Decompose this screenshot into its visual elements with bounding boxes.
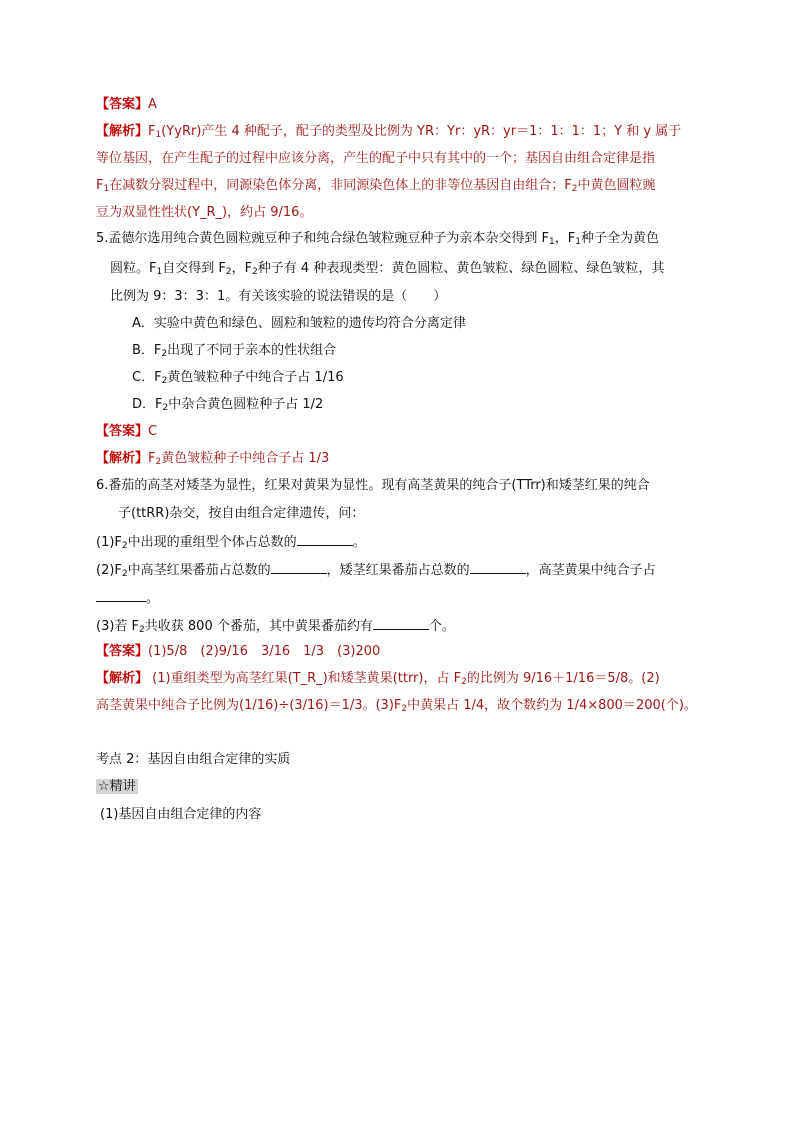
answer-blank[interactable] (271, 560, 327, 574)
question-6-part-3: (3)若 $F_2$共收获 800 个番茄，其中黄果番茄约有 个。 (96, 616, 455, 636)
analysis-4-line-2: 等位基因，在产生配子的过程中应该分离，产生的配子中只有其中的一个；基因自由组合定律是指 (96, 151, 656, 166)
analysis-tag: 【解析】 (96, 124, 149, 139)
question-5-line-1: 5.孟德尔选用纯合黄色圆粒豌豆种子和纯合绿色皱粒豌豆种子为亲本杂交得到 $F_1$，$F_1$种子全为黄色 (96, 231, 659, 247)
analysis-5: 【解析】$F_2$黄色皱粒种子中纯合子占 1/3 (96, 451, 330, 467)
question-5-line-3: 比例为 9：3：3：1。有关该实验的说法错误的是（ ） (110, 289, 447, 304)
question-6-part-1: $(1)F_2$中出现的重组型个体占总数的 。 (96, 532, 366, 552)
section-item-1: (1)基因自由组合定律的内容 (100, 807, 262, 822)
section-badge-label: ☆精讲 (98, 779, 136, 794)
question-5-line-2: 圆粒。$F_1$自交得到 $F_2$，$F_2$种子有 4 种表现类型：黄色圆粒、黄色皱粒、绿色圆粒、绿色皱粒，其 (110, 261, 665, 277)
section-title: 考点 2：基因自由组合定律的实质 (96, 752, 291, 767)
option-a: A．实验中黄色和绿色、圆粒和皱粒的遗传均符合分离定律 (132, 316, 466, 331)
answer-6: 【答案】(1)5/8 (2)9/16 3/16 1/3 (3)200 (96, 644, 381, 659)
analysis-4-line-4: 豆为双显性性状(Y_R_)，约占 9/16。 (96, 205, 313, 220)
analysis-4-line-3: $F_1$在减数分裂过程中，同源染色体分离，非同源染色体上的非等位基因自由组合；$F_2$中黄色圆粒豌 (96, 178, 656, 194)
answer-blank[interactable] (96, 588, 146, 602)
answer-blank[interactable] (470, 560, 526, 574)
answer-blank[interactable] (373, 616, 429, 630)
analysis-6-line-1: 【解析】 (1)重组类型为高茎红果(T_R_)和矮茎黄果(ttrr)，占 $F_2$的比例为 9/16＋1/16＝5/8。(2) (96, 671, 660, 687)
answer-5-value: C (148, 424, 158, 439)
option-d: D．$F_2$中杂合黄色圆粒种子占 1/2 (132, 397, 324, 413)
answer-6-value: (1)5/8 (2)9/16 3/16 1/3 (3)200 (148, 644, 381, 659)
answer-4 (96, 96, 157, 114)
answer-5: 【答案】C (96, 424, 158, 439)
answer-4-value: A (148, 97, 157, 112)
question-6-line-1: 6.番茄的高茎对矮茎为显性，红果对黄果为显性。现有高茎黄果的纯合子(TTrr)和矮茎红果的纯合 (96, 478, 650, 493)
analysis-4-line-1: 【解析】$F_1(YyRr)$产生 4 种配子，配子的类型及比例为 YR：Yr：yR：yr＝1：1：1：1；Y 和 y 属于 (96, 124, 682, 140)
answer-blank[interactable] (297, 532, 353, 546)
question-6-part-2: $(2)F_2$中高茎红果番茄占总数的 ，矮茎红果番茄占总数的 ，高茎黄果中纯合子占 (96, 560, 656, 580)
option-b: B．$F_2$出现了不同于亲本的性状组合 (132, 343, 337, 359)
question-6-line-2: 子(ttRR)杂交，按自由组合定律遗传，问： (118, 506, 365, 521)
option-c: C．$F_2$黄色皱粒种子中纯合子占 1/16 (132, 370, 344, 386)
answer-tag: 【答案】 (96, 97, 149, 112)
section-badge (96, 778, 138, 796)
question-6-part-2-cont: 。 (96, 588, 159, 608)
analysis-6-line-2: 高茎黄果中纯合子比例为(1/16)÷(3/16)＝1/3。$(3)F_2$中黄果占 1/4，故个数约为 1/4×800＝200(个)。 (96, 698, 697, 714)
